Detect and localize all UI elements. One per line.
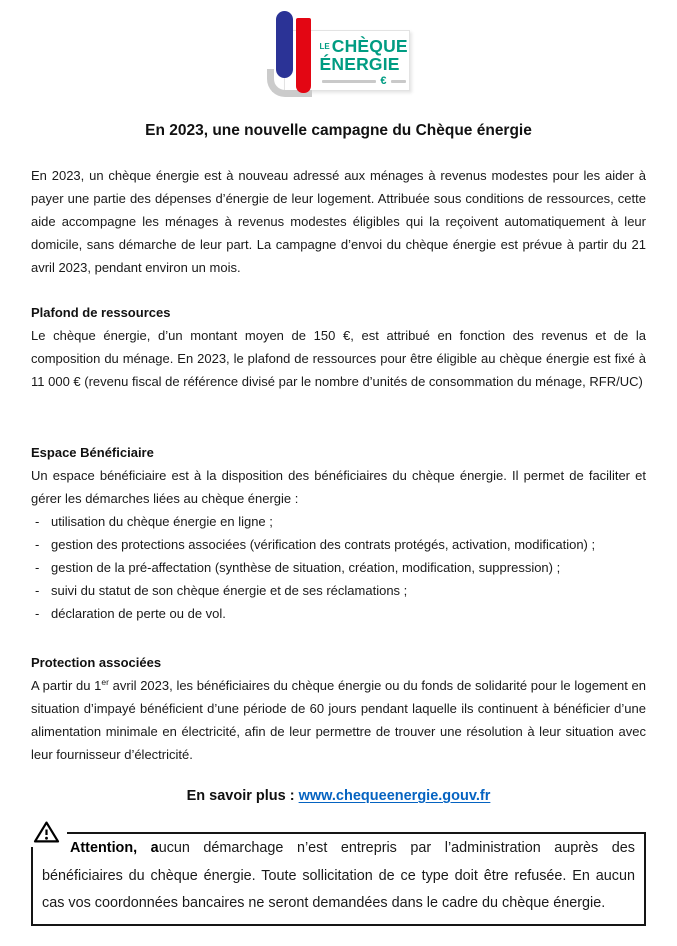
- protection-paragraph: [31, 674, 646, 766]
- logo-flag-blue-stripe: [276, 11, 293, 78]
- bullet-item-suivi-statut: [35, 579, 646, 602]
- bullet-dash: -: [35, 514, 40, 529]
- page-title: En 2023, une nouvelle campagne du Chèque énergie: [145, 122, 532, 139]
- logo-word-energie: ÉNERGIE: [319, 54, 400, 75]
- more-info-line: [31, 788, 646, 804]
- bullet-dash: -: [35, 583, 40, 598]
- warning-paragraph: [42, 835, 635, 918]
- warning-lead-bold: Attention, a: [70, 840, 159, 856]
- logo-word-cheque: CHÈQUE: [331, 36, 408, 56]
- bullet-text: déclaration de perte ou de vol.: [51, 606, 226, 621]
- bullet-text: utilisation du chèque énergie en ligne ;: [51, 514, 273, 529]
- cheque-energie-logo: [266, 5, 412, 98]
- warning-triangle-icon: [31, 820, 67, 847]
- bullet-dash: -: [35, 560, 40, 575]
- bullet-item-declaration-perte: [35, 602, 646, 625]
- bullet-item-pre-affectation: [35, 556, 646, 579]
- bullet-item-utilisation: [35, 510, 646, 533]
- warning-box: [31, 832, 646, 926]
- protection-text-start: A partir du 1: [31, 678, 102, 693]
- chequeenergie-gouv-link[interactable]: www.chequeenergie.gouv.fr: [298, 788, 491, 804]
- heading-plafond-de-ressources: Plafond de ressources: [31, 305, 171, 320]
- bullet-text: gestion des protections associées (vérification des contrats protégés, activation, modification) ;: [51, 537, 596, 552]
- euro-line-left: [322, 80, 377, 83]
- protection-text-rest: avril 2023, les bénéficiaires du chèque énergie ou du fonds de solidarité pour le logement en situation d’impayé bénéficient d’une période de 60 jours pendant laquelle ils continuent à bénéficier d’une alimentation minimale en électricité, afin de leur permettre de trouver une résolution à leur situation avec leur fournisseur d’électricité.: [31, 678, 646, 762]
- plafond-paragraph: Le chèque énergie, d’un montant moyen de 150 €, est attribué en fonction des revenus et de la composition du ménage. En 2023, le plafond de ressources pour être éligible au chèque énergie est fixé à 11 000 € (revenu fiscal de référence divisé par le nombre d’unités de consommation du ménage, RFR/UC): [31, 328, 646, 389]
- espace-bullet-list: [31, 510, 646, 625]
- document-page: [0, 5, 677, 926]
- euro-line-right: [391, 80, 406, 83]
- heading-protection-associees: Protection associées: [31, 655, 162, 670]
- bullet-item-protections: [35, 533, 646, 556]
- ordinal-superscript: er: [101, 677, 109, 687]
- logo-wordmark: [320, 38, 408, 75]
- bullet-text: gestion de la pré-affectation (synthèse de situation, création, modification, suppression) ;: [51, 560, 561, 575]
- heading-espace-beneficiaire: Espace Bénéficiaire: [31, 445, 154, 460]
- logo-flag-red-stripe: [296, 18, 311, 93]
- logo-euro-row: [322, 76, 406, 87]
- bullet-dash: -: [35, 537, 40, 552]
- logo-wordmark-line2: [320, 56, 408, 74]
- euro-icon: €: [380, 75, 387, 87]
- bullet-dash: -: [35, 606, 40, 621]
- intro-paragraph: En 2023, un chèque énergie est à nouveau adressé aux ménages à revenus modestes pour les aider à payer une partie des dépenses d’énergie de leur logement. Attribuée sous conditions de ressources, cette aide accompagne les ménages à revenus modestes éligibles qui la reçoivent automatiquement à leur domicile, sans démarche de leur part. La campagne d’envoi du chèque énergie est prévue à partir du 21 avril 2023, pendant environ un mois.: [31, 168, 646, 275]
- more-info-label: En savoir plus :: [186, 788, 299, 804]
- espace-intro-paragraph: Un espace bénéficiaire est à la disposition des bénéficiaires du chèque énergie. Il permet de faciliter et gérer les démarches liées au chèque énergie :: [31, 468, 646, 506]
- bullet-text: suivi du statut de son chèque énergie et de ses réclamations ;: [51, 583, 408, 598]
- warning-body-text: ucun démarchage n’est entrepris par l’administration auprès des bénéficiaires du chèque énergie. Toute sollicitation de ce type doit être refusée. En aucun cas vos coordonnées bancaires ne seront demandées dans le cadre du chèque énergie.: [42, 840, 635, 911]
- logo-le-label: LE: [319, 42, 330, 51]
